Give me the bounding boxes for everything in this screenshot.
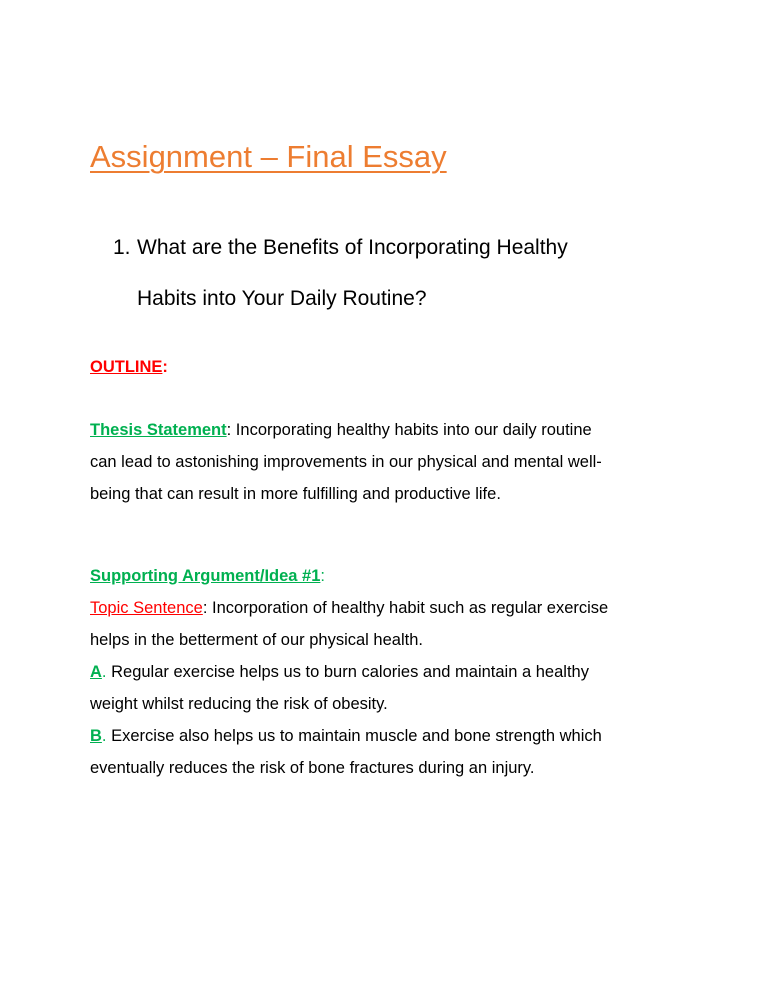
thesis-line-2: can lead to astonishing improvements in our physical and mental well- [90,453,602,471]
outline-label: OUTLINE [90,358,163,376]
topic-line-1 [90,592,690,624]
supporting-argument-1 [90,560,690,784]
outline-colon: : [162,358,168,376]
essay-question [113,222,673,324]
point-a-line-1 [90,656,690,688]
thesis-line-3: being that can result in more fulfilling and productive life. [90,485,501,503]
point-a-line-2: weight whilst reducing the risk of obesity. [90,695,388,713]
argument-label: Supporting Argument/Idea #1 [90,567,321,585]
question-number: 1. [113,236,131,259]
thesis-line-1 [90,414,690,446]
point-a-dot: . [101,663,107,681]
outline-heading [90,351,690,383]
thesis-colon: : [226,421,232,439]
question-text-line-1: What are the Benefits of Incorporating Healthy [137,236,568,259]
point-a-text-1: Regular exercise helps us to burn calories and maintain a healthy [106,663,589,681]
document-title: Assignment – Final Essay [90,139,447,174]
point-b-line-1 [90,720,690,752]
point-b-text-1: Exercise also helps us to maintain muscle and bone strength which [106,727,602,745]
thesis-label: Thesis Statement [90,421,227,439]
topic-text-1: Incorporation of healthy habit such as regular exercise [207,599,609,617]
argument-heading [90,560,690,592]
point-a-letter: A [90,663,102,681]
thesis-text-1: Incorporating healthy habits into our daily routine [231,421,592,439]
thesis-paragraph [90,414,690,510]
point-b-dot: . [101,727,107,745]
question-line-1 [113,222,673,273]
argument-colon: : [320,567,325,585]
point-b-letter: B [90,727,102,745]
topic-colon: : [202,599,208,617]
point-b-line-2: eventually reduces the risk of bone fractures during an injury. [90,759,535,777]
topic-label: Topic Sentence [90,599,203,617]
topic-line-2: helps in the betterment of our physical health. [90,631,423,649]
question-text-line-2: Habits into Your Daily Routine? [137,287,427,310]
